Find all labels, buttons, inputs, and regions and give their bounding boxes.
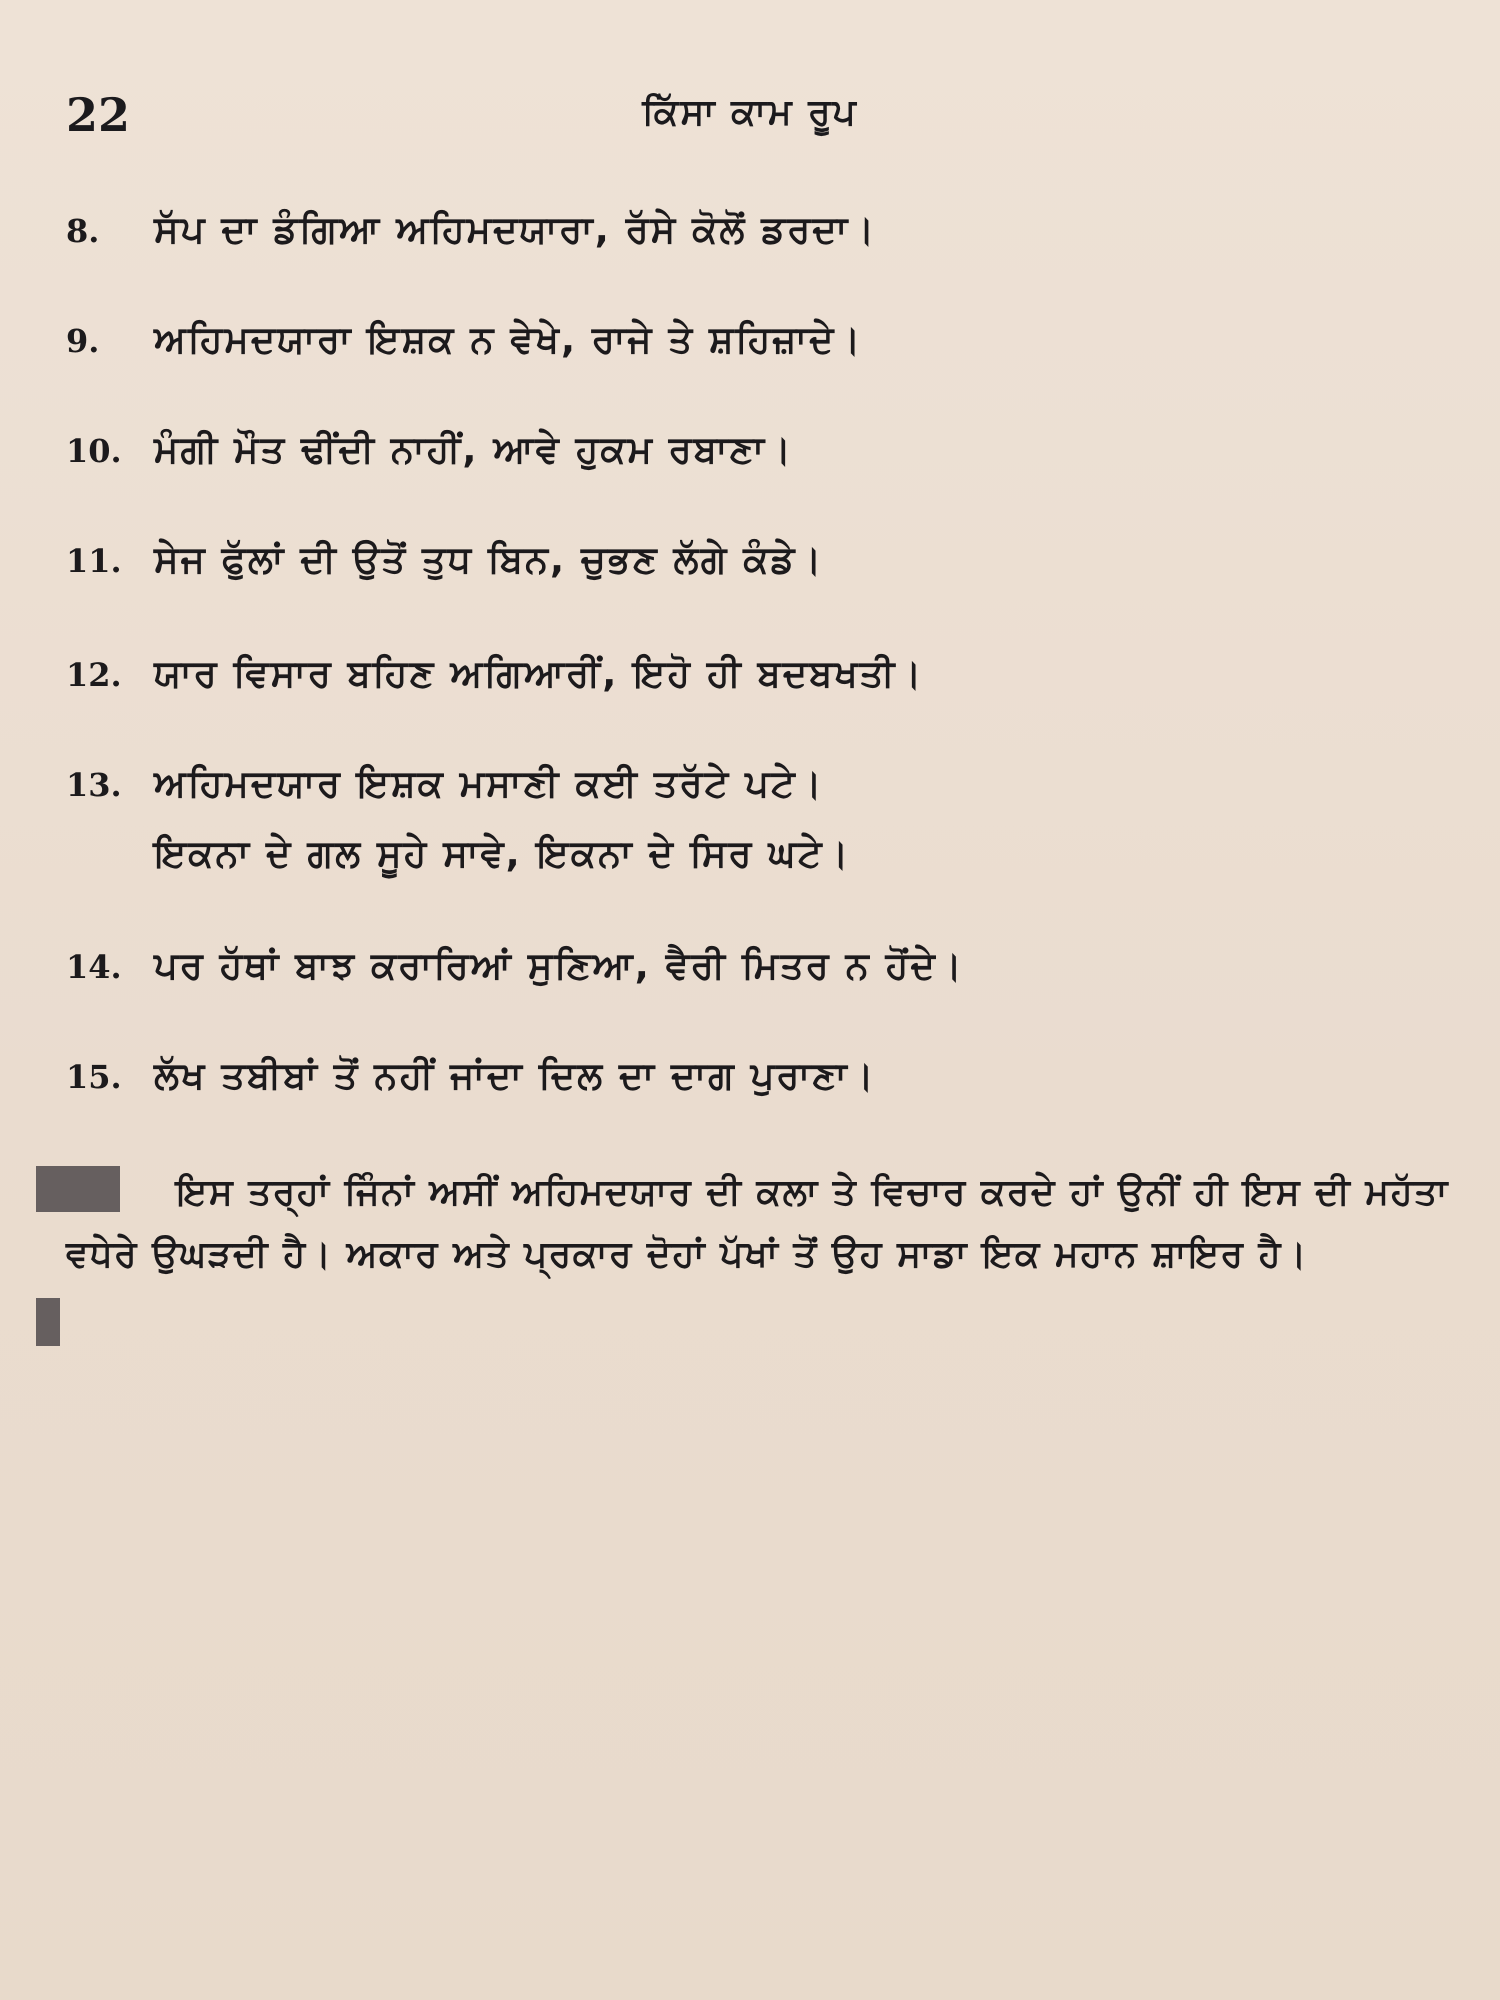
running-title: ਕਿੱਸਾ ਕਾਮ ਰੂਪ <box>642 92 858 133</box>
verse-15 <box>66 1054 876 1098</box>
verse-10 <box>66 428 793 472</box>
verse-number: 8. <box>66 212 100 250</box>
verse-8 <box>66 208 876 252</box>
verse-text: ਮੰਗੀ ਮੌਤ ਢੀਂਦੀ ਨਾਹੀਂ, ਆਵੇ ਹੁਕਮ ਰਬਾਣਾ। <box>154 428 794 471</box>
verse-number: 15. <box>66 1058 122 1096</box>
verse-11 <box>66 538 823 582</box>
verse-text: ਯਾਰ ਵਿਸਾਰ ਬਹਿਣ ਅਗਿਆਰੀਂ, ਇਹੋ ਹੀ ਬਦਬਖਤੀ। <box>154 652 924 695</box>
verse-number: 13. <box>66 766 122 804</box>
verse-number: 12. <box>66 656 122 694</box>
page-number: 22 <box>66 88 131 142</box>
verse-text: ਅਹਿਮਦਯਾਰਾ ਇਸ਼ਕ ਨ ਵੇਖੇ, ਰਾਜੇ ਤੇ ਸ਼ਹਿਜ਼ਾਦੇ। <box>154 318 863 361</box>
verse-text: ਸੇਜ ਫੁੱਲਾਂ ਦੀ ਉਤੋਂ ਤੁਧ ਬਿਨ, ਚੁਭਣ ਲੱਗੇ ਕੰਡੇ। <box>154 538 824 581</box>
verse-13 <box>66 762 850 876</box>
closing-paragraph-text: ਇਸ ਤਰ੍ਹਾਂ ਜਿੰਨਾਂ ਅਸੀਂ ਅਹਿਮਦਯਾਰ ਦੀ ਕਲਾ ਤੇ ਵਿਚਾਰ ਕਰਦੇ ਹਾਂ ਉਨੀਂ ਹੀ ਇਸ ਦੀ ਮਹੱਤਾ ਵਧੇਰੇ ਉਘੜਦੀ ਹੈ। ਅਕਾਰ ਅਤੇ ਪ੍ਰਕਾਰ ਦੋਹਾਂ ਪੱਖਾਂ ਤੋਂ ਉਹ ਸਾਡਾ ਇਕ ਮਹਾਨ ਸ਼ਾਇਰ ਹੈ। <box>66 1172 1449 1275</box>
verse-number: 14. <box>66 948 122 986</box>
verse-text: ਪਰ ਹੱਥਾਂ ਬਾਝ ਕਰਾਰਿਆਂ ਸੁਣਿਆ, ਵੈਰੀ ਮਿਤਰ ਨ ਹੋਂਦੇ। <box>154 944 964 987</box>
verse-12 <box>66 652 924 696</box>
verse-text: ਲੱਖ ਤਬੀਬਾਂ ਤੋਂ ਨਹੀਂ ਜਾਂਦਾ ਦਿਲ ਦਾ ਦਾਗ ਪੁਰਾਣਾ। <box>154 1054 876 1097</box>
closing-paragraph <box>66 1162 1466 1286</box>
verse-number: 9. <box>66 322 100 360</box>
verse-number: 10. <box>66 432 122 470</box>
verse-text: ਅਹਿਮਦਯਾਰ ਇਸ਼ਕ ਮਸਾਣੀ ਕਈ ਤਰੱਟੇ ਪਟੇ। <box>154 762 824 805</box>
verse-9 <box>66 318 862 362</box>
ink-blot <box>36 1298 60 1346</box>
verse-text-continuation: ਇਕਨਾ ਦੇ ਗਲ ਸੂਹੇ ਸਾਵੇ, ਇਕਨਾ ਦੇ ਸਿਰ ਘਟੇ। <box>154 832 851 875</box>
verse-number: 11. <box>66 542 122 580</box>
verse-14 <box>66 944 964 988</box>
verse-text: ਸੱਪ ਦਾ ਡੰਗਿਆ ਅਹਿਮਦਯਾਰਾ, ਰੱਸੇ ਕੋਲੋਂ ਡਰਦਾ। <box>154 208 877 251</box>
